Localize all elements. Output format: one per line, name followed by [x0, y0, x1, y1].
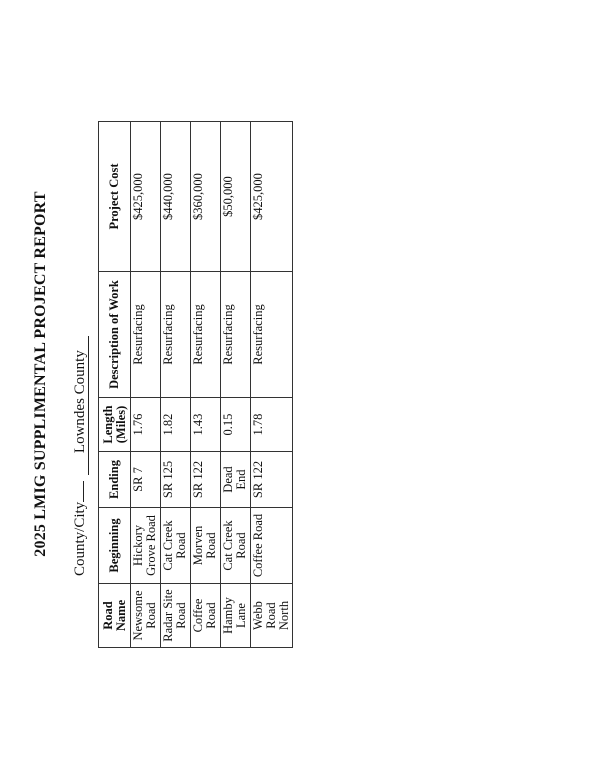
cell-length: 1.43	[191, 398, 221, 452]
cell-ending: SR 122	[191, 452, 221, 508]
cell-ending: SR 125	[161, 452, 191, 508]
cell-description: Resurfacing	[191, 272, 221, 398]
cell-beginning: Coffee Road	[251, 508, 293, 584]
county-value: Lowndes County	[73, 336, 89, 475]
cell-beginning: Morven Road	[191, 508, 221, 584]
table-row	[161, 122, 191, 648]
cell-description: Resurfacing	[131, 272, 161, 398]
cell-description: Resurfacing	[251, 272, 293, 398]
header-beginning: Beginning	[99, 508, 131, 584]
cell-ending: Dead End	[221, 452, 251, 508]
table-row	[251, 122, 293, 648]
project-table	[98, 121, 293, 648]
cell-beginning: Cat Creek Road	[161, 508, 191, 584]
table-row	[221, 122, 251, 648]
cell-description: Resurfacing	[221, 272, 251, 398]
header-description: Description of Work	[99, 272, 131, 398]
cell-ending: SR 122	[251, 452, 293, 508]
county-label: County/City	[72, 501, 88, 576]
cell-length: 1.76	[131, 398, 161, 452]
header-project-cost: Project Cost	[99, 122, 131, 272]
county-line	[71, 336, 89, 576]
cell-road-name: Radar Site Road	[161, 584, 191, 648]
cell-road-name: Hamby Lane	[221, 584, 251, 648]
cell-project-cost: $425,000	[251, 122, 293, 272]
cell-project-cost: $360,000	[191, 122, 221, 272]
cell-ending: SR 7	[131, 452, 161, 508]
cell-length: 1.78	[251, 398, 293, 452]
report-title: 2025 LMIG SUPPLIMENTAL PROJECT REPORT	[32, 191, 49, 557]
cell-project-cost: $50,000	[221, 122, 251, 272]
header-length: Length (Miles)	[99, 398, 131, 452]
cell-road-name: Newsome Road	[131, 584, 161, 648]
county-underline	[71, 481, 84, 502]
cell-project-cost: $440,000	[161, 122, 191, 272]
cell-road-name: Coffee Road	[191, 584, 221, 648]
table-header-row	[99, 122, 131, 648]
cell-length: 0.15	[221, 398, 251, 452]
cell-beginning: Cat Creek Road	[221, 508, 251, 584]
cell-length: 1.82	[161, 398, 191, 452]
header-ending: Ending	[99, 452, 131, 508]
table-row	[131, 122, 161, 648]
cell-road-name: Webb Road North	[251, 584, 293, 648]
cell-description: Resurfacing	[161, 272, 191, 398]
cell-beginning: Hickory Grove Road	[131, 508, 161, 584]
cell-project-cost: $425,000	[131, 122, 161, 272]
table-row	[191, 122, 221, 648]
header-road-name: Road Name	[99, 584, 131, 648]
